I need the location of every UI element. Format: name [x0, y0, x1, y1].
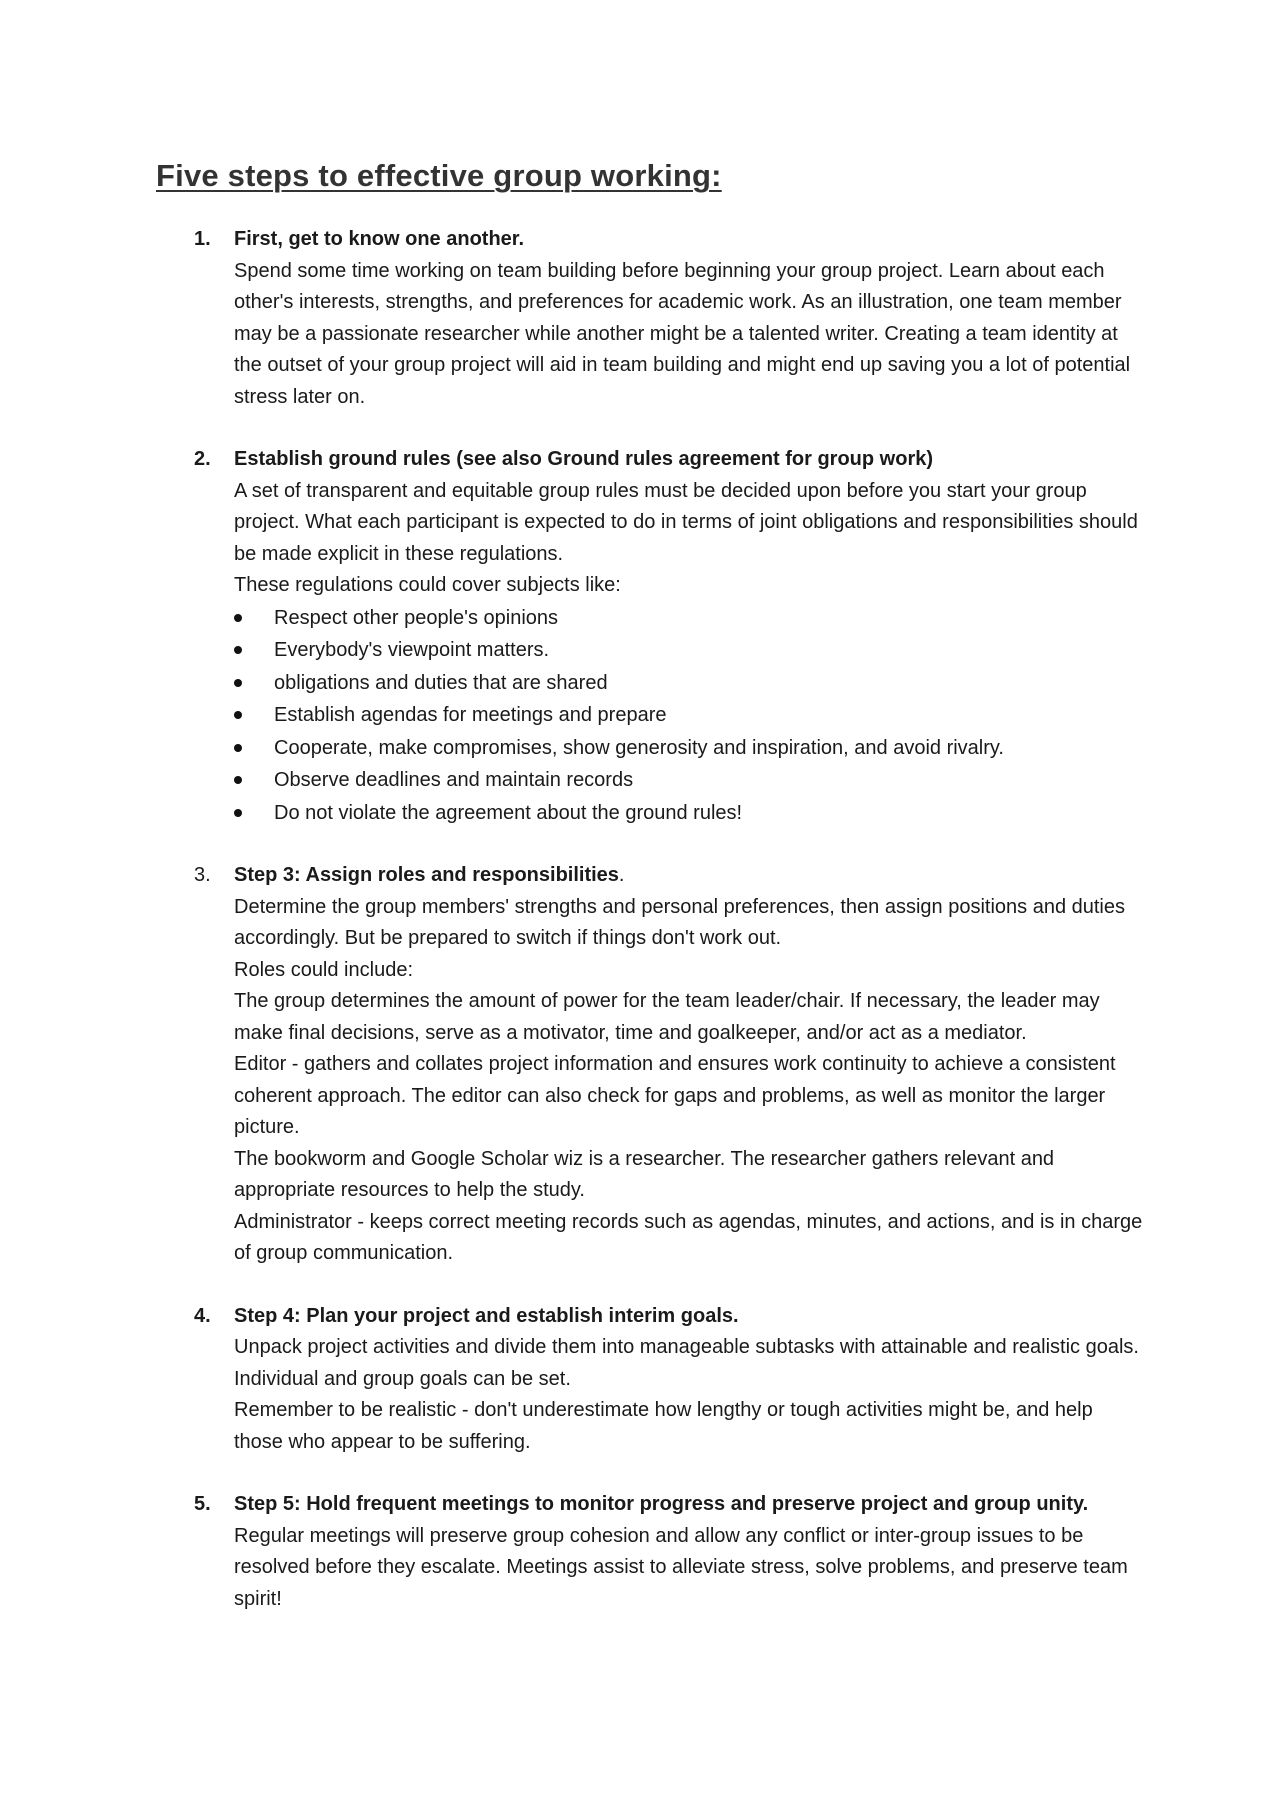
step-paragraph: These regulations could cover subjects like:	[234, 574, 621, 596]
step-heading-text: Step 5: Hold frequent meetings to monitor progress and preserve project and group unity.	[234, 1493, 1089, 1515]
step-heading	[234, 860, 1146, 892]
bullet-icon	[234, 711, 242, 719]
step-heading	[234, 1489, 1146, 1521]
step-heading-tail: .	[618, 864, 625, 886]
step-3	[156, 860, 1146, 1270]
step-number: 5.	[194, 1493, 211, 1515]
steps-list	[156, 224, 1146, 1646]
ground-rules-list	[234, 602, 1146, 830]
bullet-icon	[234, 679, 242, 687]
step-5	[156, 1489, 1146, 1615]
page-title: Five steps to effective group working:	[156, 158, 722, 193]
step-heading-text: Step 4: Plan your project and establish interim goals.	[234, 1304, 739, 1327]
list-item	[234, 634, 1146, 667]
step-paragraph: Editor - gathers and collates project information and ensures work continuity to achieve a consistent coherent approach. The editor can also check for gaps and problems, as well as monitor the larger picture.	[234, 1053, 1116, 1138]
step-heading-text: First, get to know one another.	[234, 228, 525, 250]
step-heading	[234, 1301, 1146, 1333]
step-heading	[234, 444, 1146, 476]
list-item-text: Cooperate, make compromises, show generosity and inspiration, and avoid rivalry.	[274, 736, 1004, 759]
bullet-icon	[234, 614, 242, 622]
step-paragraph: The bookworm and Google Scholar wiz is a researcher. The researcher gathers relevant and appropriate resources to help the study.	[234, 1147, 1055, 1201]
list-item-text: Establish agendas for meetings and prepare	[274, 704, 667, 726]
step-paragraph: Remember to be realistic - don't underestimate how lengthy or tough activities might be, and help those who appear to be suffering.	[234, 1399, 1093, 1453]
step-number: 1.	[194, 228, 211, 250]
list-item-text: Everybody's viewpoint matters.	[274, 639, 550, 661]
step-paragraph: Roles could include:	[234, 958, 413, 981]
list-item	[234, 602, 1146, 635]
list-item-text: Do not violate the agreement about the ground rules!	[274, 801, 743, 824]
step-2	[156, 444, 1146, 829]
step-1	[156, 224, 1146, 413]
list-item	[234, 667, 1146, 700]
step-heading-text: Establish ground rules (see also Ground rules agreement for group work)	[234, 448, 934, 470]
list-item	[234, 699, 1146, 732]
list-item-text: Respect other people's opinions	[274, 606, 559, 629]
bullet-icon	[234, 744, 242, 752]
step-paragraph: The group determines the amount of power for the team leader/chair. If necessary, the leader may make final decisions, serve as a motivator, time and goalkeeper, and/or act as a mediator.	[234, 990, 1100, 1044]
step-paragraph: Unpack project activities and divide them into manageable subtasks with attainable and realistic goals. Individual and group goals can be set.	[234, 1336, 1139, 1390]
step-paragraph: Spend some time working on team building before beginning your group project. Learn about each other's interests, strengths, and preferences for academic work. As an illustration, one team member may be a passionate researcher while another might be a talented writer. Creating a team identity at the outset of your group project will aid in team building and might end up saving you a lot of potential stress later on.	[234, 259, 1131, 408]
step-heading	[234, 224, 1146, 256]
step-number: 3.	[194, 864, 211, 886]
list-item	[234, 732, 1146, 765]
step-paragraph: Administrator - keeps correct meeting records such as agendas, minutes, and actions, and is in charge of group communication.	[234, 1210, 1143, 1264]
list-item	[234, 797, 1146, 830]
step-number: 4.	[194, 1304, 211, 1327]
list-item-text: obligations and duties that are shared	[274, 671, 608, 694]
step-number: 2.	[194, 448, 211, 470]
list-item	[234, 764, 1146, 797]
step-paragraph: Determine the group members' strengths and personal preferences, then assign positions and duties accordingly. But be prepared to switch if things don't work out.	[234, 895, 1125, 949]
step-paragraph: Regular meetings will preserve group cohesion and allow any conflict or inter-group issues to be resolved before they escalate. Meetings assist to alleviate stress, solve problems, and preserve team spirit!	[234, 1524, 1128, 1610]
step-4	[156, 1301, 1146, 1459]
bullet-icon	[234, 646, 242, 654]
bullet-icon	[234, 809, 242, 817]
step-paragraph: A set of transparent and equitable group rules must be decided upon before you start your group project. What each participant is expected to do in terms of joint obligations and responsibilities should be made explicit in these regulations.	[234, 479, 1138, 565]
bullet-icon	[234, 776, 242, 784]
list-item-text: Observe deadlines and maintain records	[274, 769, 634, 791]
step-heading-text: Step 3: Assign roles and responsibilities	[234, 864, 619, 886]
